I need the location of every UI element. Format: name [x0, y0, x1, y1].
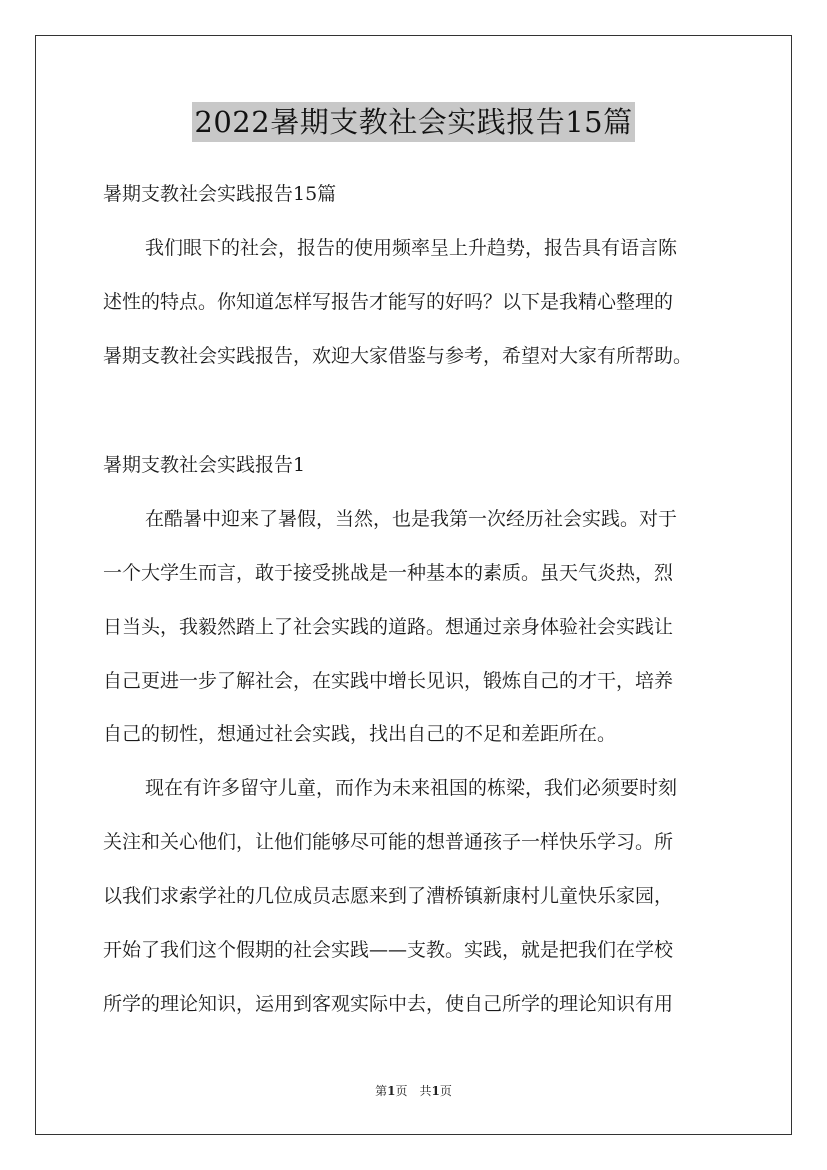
current-page-number: 1 — [387, 1084, 396, 1098]
paragraph-line: 自己更进一步了解社会，在实践中增长见识，锻炼自己的才干，培养 — [103, 670, 674, 692]
footer-prefix: 第 — [375, 1084, 388, 1098]
paragraph-line: 所学的理论知识，运用到客观实际中去，使自己所学的理论知识有用 — [103, 993, 674, 1015]
paragraph-line: 述性的特点。你知道怎样写报告才能写的好吗？以下是我精心整理的 — [103, 291, 674, 313]
title-container — [0, 102, 827, 142]
section-heading: 暑期支教社会实践报告1 — [103, 454, 306, 476]
total-page-number: 1 — [431, 1084, 440, 1098]
paragraph-line: 现在有许多留守儿童，而作为未来祖国的栋梁，我们必须要时刻 — [145, 777, 678, 799]
paragraph-line: 开始了我们这个假期的社会实践——支教。实践，就是把我们在学校 — [103, 939, 674, 961]
footer-middle: 页 共 — [395, 1084, 432, 1098]
paragraph-line: 我们眼下的社会，报告的使用频率呈上升趋势，报告具有语言陈 — [145, 237, 678, 259]
paragraph-line: 自己的韧性，想通过社会实践，找出自己的不足和差距所在。 — [103, 723, 617, 745]
document-title: 2022暑期支教社会实践报告15篇 — [192, 102, 634, 142]
subtitle-line: 暑期支教社会实践报告15篇 — [103, 183, 337, 205]
footer-suffix: 页 — [439, 1084, 452, 1098]
paragraph-line: 在酷暑中迎来了暑假，当然，也是我第一次经历社会实践。对于 — [145, 508, 678, 530]
paragraph-line: 暑期支教社会实践报告，欢迎大家借鉴与参考，希望对大家有所帮助。 — [103, 345, 693, 367]
paragraph-line: 以我们求索学社的几位成员志愿来到了漕桥镇新康村儿童快乐家园， — [103, 885, 674, 907]
paragraph-line: 一个大学生而言，敢于接受挑战是一种基本的素质。虽天气炎热，烈 — [103, 562, 674, 584]
page-footer — [0, 1083, 827, 1099]
paragraph-line: 日当头，我毅然踏上了社会实践的道路。想通过亲身体验社会实践让 — [103, 616, 674, 638]
paragraph-line: 关注和关心他们，让他们能够尽可能的想普通孩子一样快乐学习。所 — [103, 831, 674, 853]
